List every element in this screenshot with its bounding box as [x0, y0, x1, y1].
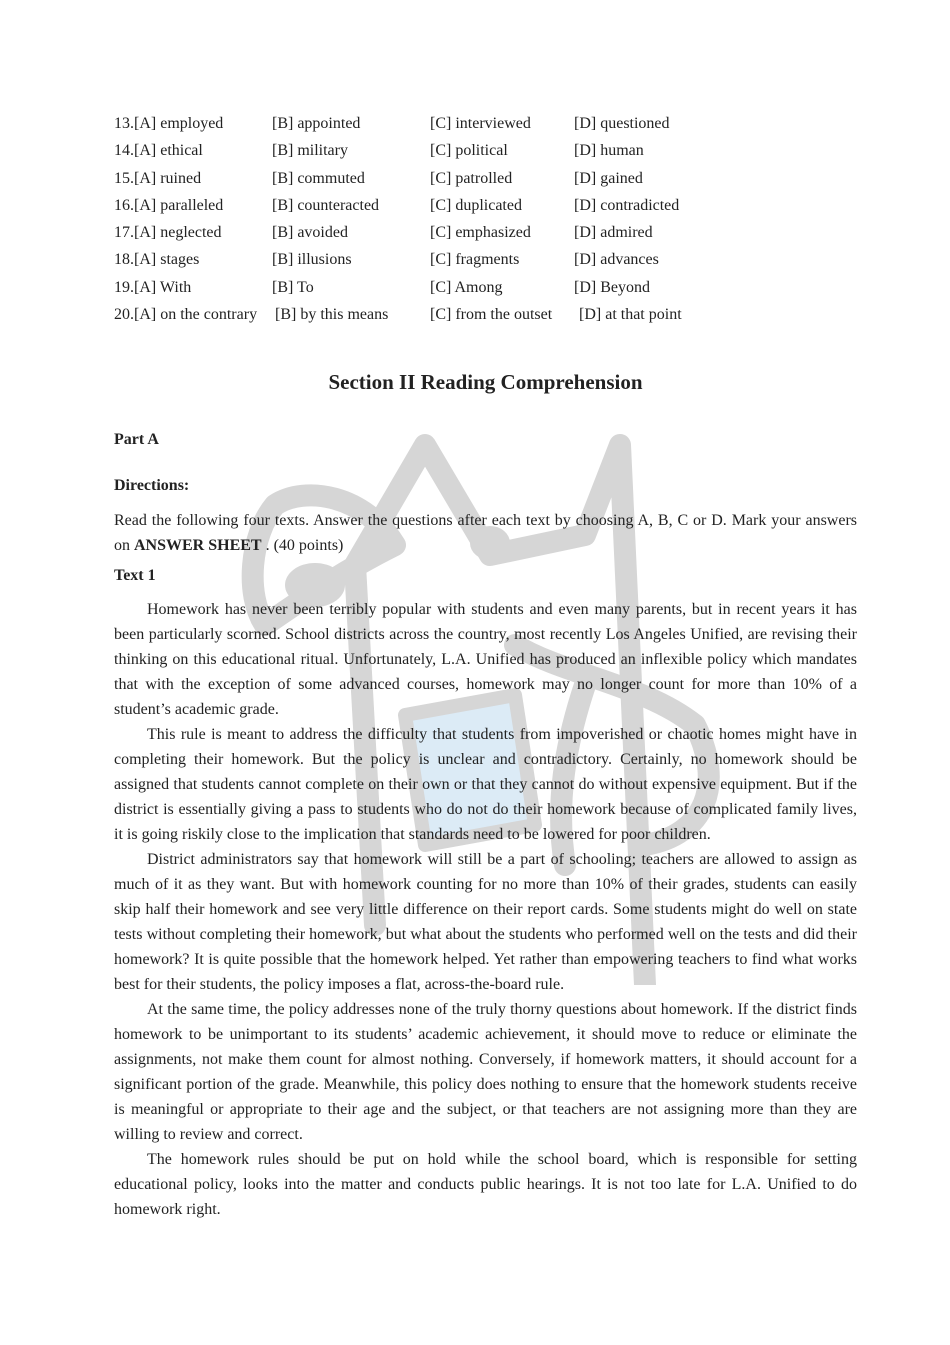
option-d: [D] Beyond — [574, 278, 650, 296]
option-a: 17.[A] neglected — [114, 224, 222, 242]
question-number: 15. — [114, 169, 134, 187]
option-c: [C] Among — [430, 278, 503, 296]
question-18-options — [114, 249, 857, 276]
question-19-options — [114, 277, 857, 304]
part-label: Part A — [114, 431, 159, 448]
question-number: 18. — [114, 251, 134, 269]
option-b: [B] To — [272, 278, 314, 296]
reading-passage — [114, 597, 857, 1222]
text-label: Text 1 — [114, 567, 156, 584]
question-number: 19. — [114, 278, 134, 296]
question-number: 14. — [114, 142, 134, 160]
answer-options-table — [114, 113, 857, 331]
option-a: 15.[A] ruined — [114, 169, 202, 187]
answer-sheet-emphasis: ANSWER SHEET — [134, 537, 262, 554]
question-number: 20. — [114, 306, 134, 324]
option-d: [D] questioned — [574, 115, 670, 132]
question-number: 16. — [114, 196, 134, 214]
option-d: [D] admired — [574, 224, 653, 242]
option-b: [B] avoided — [272, 224, 348, 242]
option-d: [D] at that point — [579, 306, 682, 324]
passage-paragraph: The homework rules should be put on hold while the school board, which is responsible for setting educational policy, looks into the matter and conducts public hearings. It is not too late for L.A. Unified to do homework right. — [114, 1151, 857, 1218]
question-16-options — [114, 195, 857, 222]
question-number: 13. — [114, 115, 134, 132]
option-a: 19.[A] With — [114, 278, 192, 296]
option-c: [C] from the outset — [430, 306, 553, 324]
question-14-options — [114, 140, 857, 167]
option-c: [C] fragments — [430, 251, 520, 269]
question-20-options — [114, 304, 857, 331]
option-a: 14.[A] ethical — [114, 142, 203, 160]
question-15-options — [114, 168, 857, 195]
passage-paragraph: This rule is meant to address the difficulty that students from impoverished or chaotic homes might have in completing their homework. But the policy is unclear and contradictory. Certainly, no homework should be assigned that students cannot complete on their own or that they cannot do without expensive equipment. But if the district is essentially giving a pass to students who do not do their homework because of complicated family lives, it is going riskily close to the implication that standards need to be lowered for poor children. — [114, 726, 857, 843]
option-c: [C] emphasized — [430, 224, 531, 242]
option-a: 18.[A] stages — [114, 251, 200, 269]
option-b: [B] by this means — [275, 306, 389, 324]
option-a: 20.[A] on the contrary — [114, 306, 258, 324]
passage-paragraph: District administrators say that homework will still be a part of schooling; teachers are allowed to assign as much of it as they want. But with homework counting for no more than 10% of their grades, students can easily skip half their homework and see very little difference on their report cards. Some students might do well on state tests without completing their homework, but what about the students who performed well on the tests and did their homework? It is quite possible that the homework helped. Yet rather than empowering teachers to find what works best for their students, the policy imposes a flat, across-the-board rule. — [114, 851, 857, 993]
question-number: 17. — [114, 224, 134, 242]
option-d: [D] contradicted — [574, 196, 680, 214]
option-b: [B] military — [272, 142, 348, 160]
passage-paragraph: At the same time, the policy addresses none of the truly thorny questions about homework. If the district finds homework to be unimportant to its students’ academic achievement, it should move to reduce or eliminate the assignments, not make them count for almost nothing. Conversely, if homework matters, it should account for a significant portion of the grade. Meanwhile, this policy does nothing to ensure that the homework students receive is meaningful or appropriate to their age and the subject, or that teachers are not assigning more than they are willing to review and correct. — [114, 1001, 857, 1143]
option-d: [D] gained — [574, 169, 643, 187]
directions-label: Directions: — [114, 477, 190, 494]
option-c: [C] patrolled — [430, 169, 513, 187]
option-b: [B] counteracted — [272, 196, 380, 214]
option-c: [C] political — [430, 142, 508, 160]
directions-text: Read the following four texts. Answer the questions after each text by choosing A, B, C or D. Mark your answers on ANSWER SHEET . (40 points) — [114, 512, 857, 554]
option-b: [B] appointed — [272, 115, 361, 132]
passage-paragraph: Homework has never been terribly popular with students and even many parents, but in recent years it has been particularly scorned. School districts across the country, most recently Los Angeles Unified, are revising their thinking on this educational ritual. Unfortunately, L.A. Unified has produced an inflexible policy which mandates that with the exception of some advanced courses, homework may no longer count for more than 10% of a student’s academic grade. — [114, 601, 857, 718]
option-c: [C] duplicated — [430, 196, 522, 214]
question-17-options — [114, 222, 857, 249]
option-a: 13.[A] employed — [114, 115, 224, 132]
question-13-options — [114, 113, 857, 140]
section-title: Section II Reading Comprehension — [328, 370, 643, 394]
option-b: [B] illusions — [272, 251, 352, 269]
option-d: [D] human — [574, 142, 644, 160]
exam-page — [114, 113, 857, 1218]
option-d: [D] advances — [574, 251, 659, 269]
option-c: [C] interviewed — [430, 115, 531, 132]
option-a: 16.[A] paralleled — [114, 196, 224, 214]
option-b: [B] commuted — [272, 169, 365, 187]
